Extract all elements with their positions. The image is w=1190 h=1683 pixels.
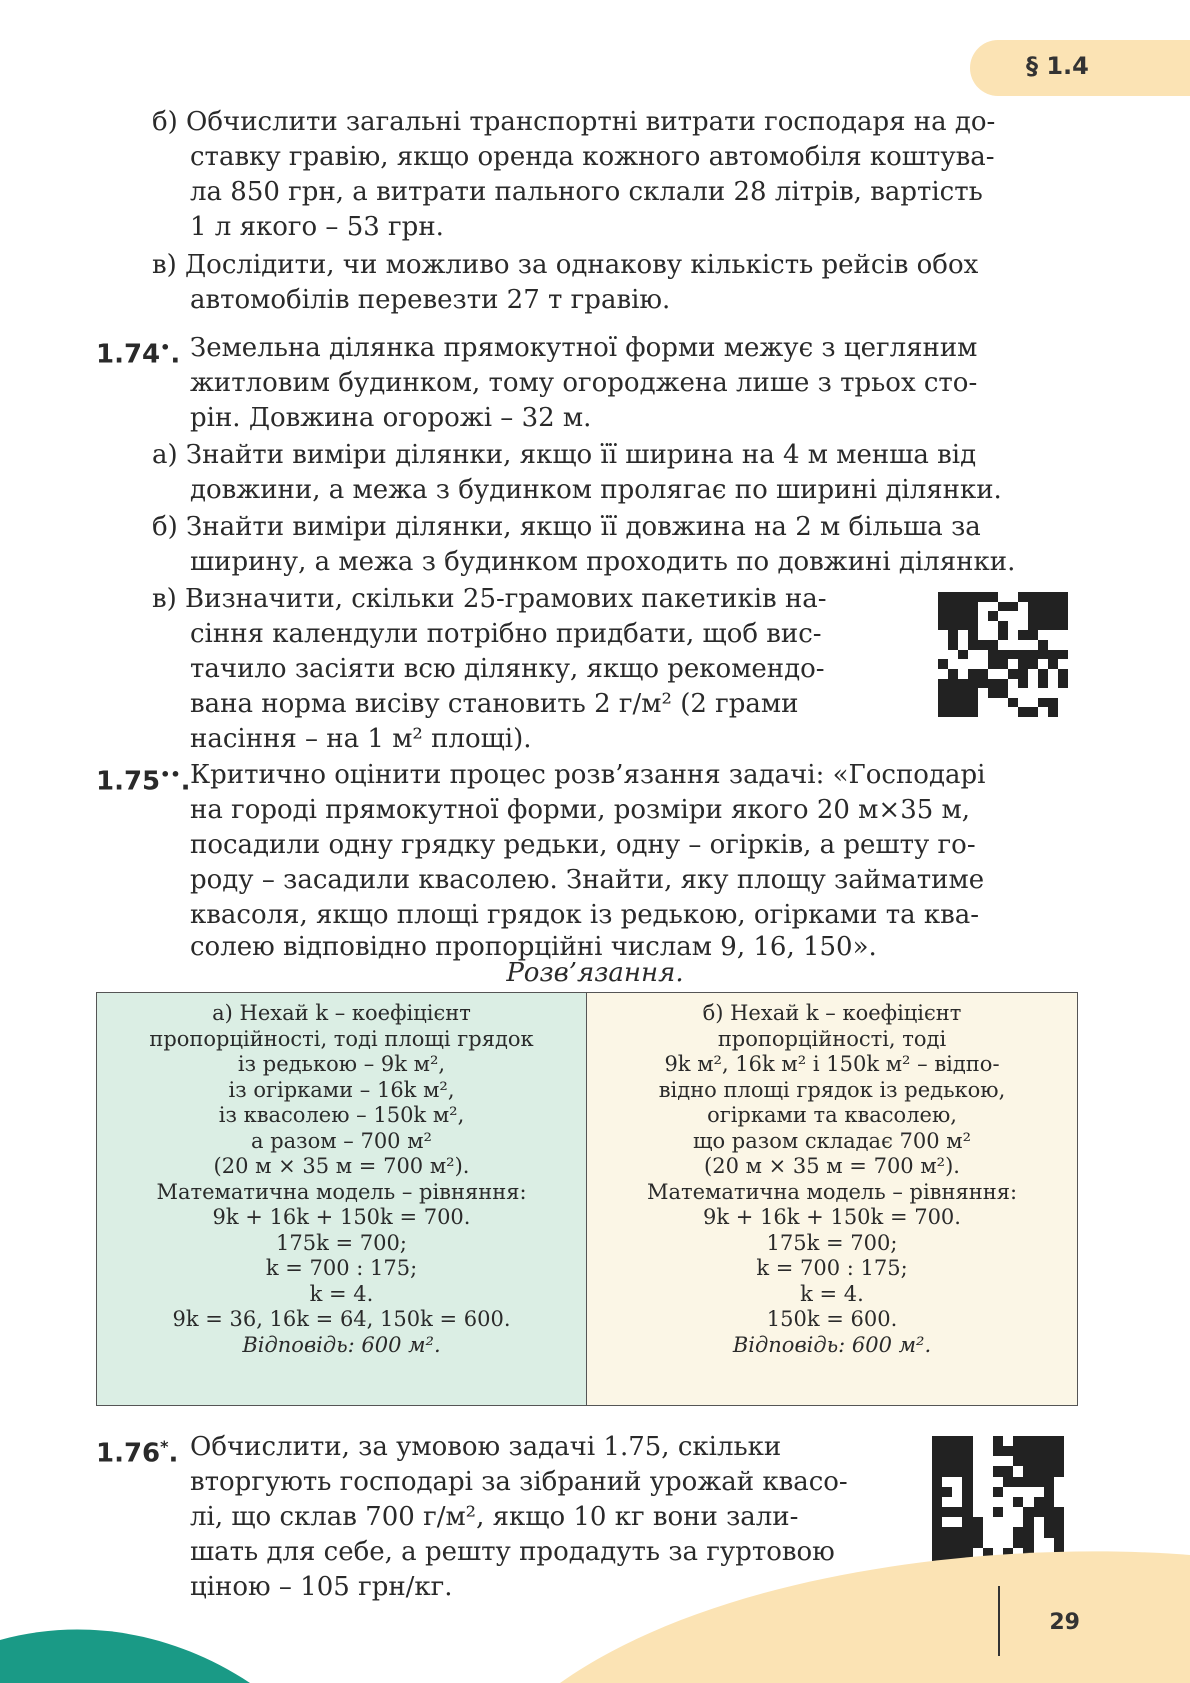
text-line: житловим будинком, тому огороджена лише з трьох сто- — [190, 368, 978, 398]
problem-number: 1.75••. — [96, 765, 191, 797]
qr-code-icon[interactable] — [938, 592, 1068, 717]
text-line: вторгують господарі за зібраний урожай квасо- — [190, 1467, 848, 1497]
solution-line: Математична модель – рівняння: — [156, 1179, 527, 1204]
section-label: § 1.4 — [1026, 52, 1089, 80]
text-line: тачило засіяти всю ділянку, якщо рекомендо- — [190, 654, 825, 684]
solution-line: а разом – 700 м² — [251, 1128, 432, 1153]
bottom-decoration — [0, 1500, 1190, 1683]
problem-number: 1.74•. — [96, 338, 181, 370]
solution-line: пропорційності, тоді — [717, 1026, 947, 1051]
orange-wave — [560, 1551, 1190, 1683]
solution-column-b — [587, 993, 1077, 1405]
text-line: довжини, а межа з будинком пролягає по ширині ділянки. — [190, 475, 1002, 505]
text-line: на городі прямокутної форми, розміри якого 20 м×35 м, — [190, 795, 971, 825]
text-line: квасоля, якщо площі грядок із редькою, огірками та ква- — [190, 900, 980, 930]
solution-line: (20 м × 35 м = 700 м²). — [213, 1154, 470, 1178]
solution-line: k = 700 : 175; — [756, 1256, 908, 1280]
solution-line: 9k + 16k + 150k = 700. — [212, 1205, 471, 1229]
solution-line: 175k = 700; — [766, 1230, 898, 1255]
text-line: 1 л якого – 53 грн. — [190, 212, 444, 242]
text-line: сіння календули потрібно придбати, щоб вис- — [190, 619, 822, 649]
solution-column-a — [97, 993, 587, 1405]
text-line: Критично оцінити процес розв’язання задачі: «Господарі — [190, 760, 986, 790]
text-line: б) Знайти виміри ділянки, якщо її довжина на 2 м більша за — [152, 512, 981, 542]
text-line: вана норма висіву становить 2 г/м² (2 грами — [190, 689, 799, 719]
text-line: в) Дослідити, чи можливо за однакову кількість рейсів обох — [152, 250, 979, 280]
text-line: шать для себе, а решту продадуть за гуртовою — [190, 1537, 835, 1567]
text-line: ціною – 105 грн/кг. — [190, 1572, 453, 1602]
solution-line: k = 700 : 175; — [265, 1256, 418, 1280]
teal-wave — [0, 1630, 250, 1683]
solution-caption: Розв’язання. — [506, 958, 684, 988]
text-line: насіння – на 1 м² площі). — [190, 724, 532, 754]
text-line: ширину, а межа з будинком проходить по довжині ділянки. — [190, 547, 1016, 577]
solution-line: 150k = 600. — [766, 1307, 898, 1331]
solution-line: k = 4. — [309, 1281, 374, 1306]
page-number-divider — [998, 1586, 1000, 1656]
solution-line: пропорційності, тоді площі грядок — [149, 1026, 534, 1051]
solution-answer: Відповідь: 600 м². — [732, 1332, 932, 1357]
solution-line: відно площі грядок із редькою, — [658, 1077, 1006, 1102]
page-number: 29 — [1049, 1610, 1080, 1635]
solution-table — [96, 992, 1078, 1406]
text-line: Земельна ділянка прямокутної форми межує з цегляним — [190, 333, 978, 363]
text-line: а) Знайти виміри ділянки, якщо її ширина на 4 м менша від — [152, 440, 977, 470]
text-line: посадили одну грядку редьки, одну – огірків, а решту го- — [190, 830, 976, 860]
text-line: в) Визначити, скільки 25-грамових пакетиків на- — [152, 584, 827, 614]
section-tab — [970, 40, 1190, 96]
solution-line: із квасолею – 150k м², — [218, 1103, 465, 1127]
text-line: роду – засадили квасолею. Знайти, яку площу займатиме — [190, 865, 985, 895]
solution-line: що разом складає 700 м² — [692, 1128, 972, 1153]
solution-line: (20 м × 35 м = 700 м²). — [704, 1154, 960, 1178]
solution-line: 9k м², 16k м² і 150k м² – відпо- — [664, 1052, 1000, 1076]
solution-answer: Відповідь: 600 м². — [242, 1332, 441, 1357]
text-line: солею відповідно пропорційні числам 9, 16, 150». — [190, 932, 877, 962]
text-line: ставку гравію, якщо оренда кожного автомобіля коштува- — [190, 142, 995, 172]
solution-line: а) Нехай k – коефіцієнт — [212, 1001, 471, 1025]
solution-line: із редькою – 9k м², — [237, 1052, 446, 1076]
problem-number: 1.76*. — [96, 1437, 179, 1469]
solution-line: огірками та квасолею, — [707, 1103, 957, 1127]
text-line: автомобілів перевезти 27 т гравію. — [190, 285, 671, 315]
text-line: лі, що склав 700 г/м², якщо 10 кг вони зали- — [190, 1502, 799, 1532]
solution-line: б) Нехай k – коефіцієнт — [702, 1001, 962, 1025]
text-line: Обчислити, за умовою задачі 1.75, скільки — [190, 1432, 782, 1462]
text-line: рін. Довжина огорожі – 32 м. — [190, 403, 592, 433]
text-line: ла 850 грн, а витрати пального склали 28 літрів, вартість — [190, 177, 983, 207]
solution-line: 175k = 700; — [276, 1230, 407, 1255]
text-line: б) Обчислити загальні транспортні витрати господаря на до- — [152, 107, 996, 137]
solution-line: із огірками – 16k м², — [228, 1077, 455, 1102]
solution-line: 9k = 36, 16k = 64, 150k = 600. — [172, 1307, 511, 1331]
solution-line: Математична модель – рівняння: — [646, 1179, 1018, 1204]
solution-line: 9k + 16k + 150k = 700. — [703, 1205, 961, 1229]
solution-line: k = 4. — [800, 1281, 864, 1306]
